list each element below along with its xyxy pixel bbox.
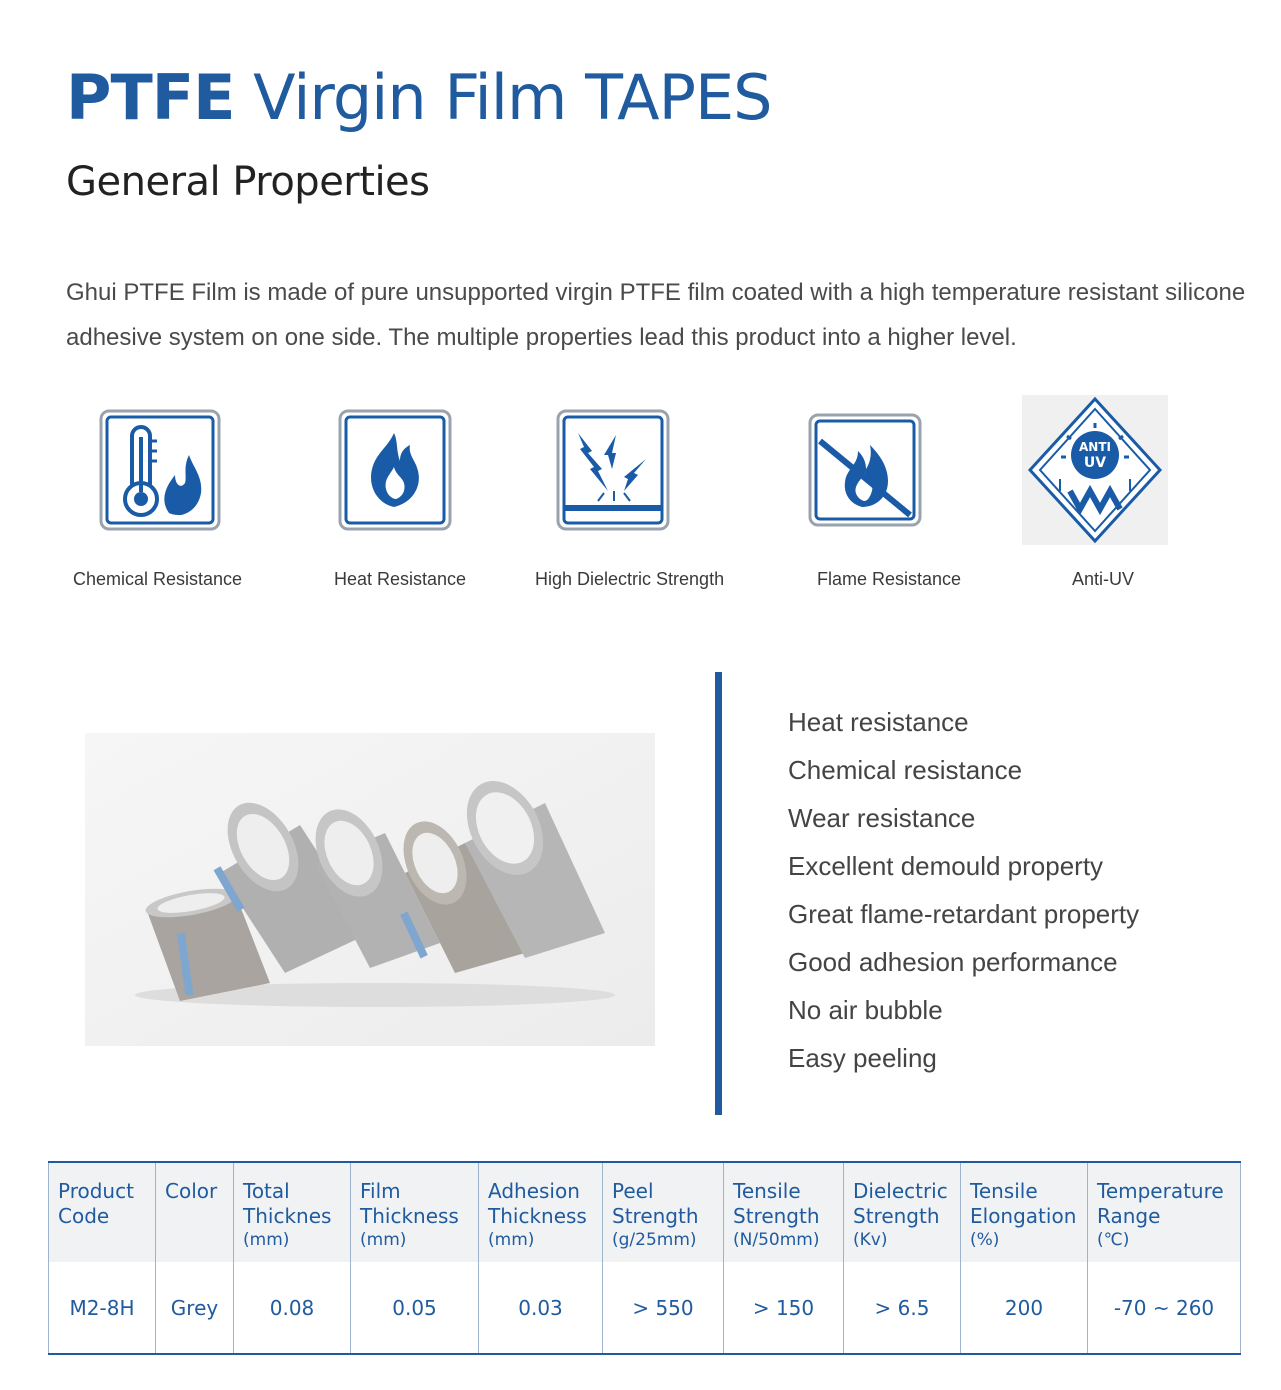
- icon-label-anti-uv: Anti-UV: [1072, 569, 1135, 589]
- feature-item: Good adhesion performance: [788, 947, 1118, 977]
- intro-paragraph: Ghui PTFE Film is made of pure unsupported virgin PTFE film coated with a high temperature resistant silicone adhesive system on one side. The multiple properties lead this product into a higher level.: [66, 279, 1246, 351]
- col-header: [1088, 1162, 1241, 1262]
- product-photo: [85, 733, 655, 1046]
- col-header-name: Peel Strength: [612, 1179, 699, 1228]
- col-header-name: Temperature Range: [1097, 1179, 1224, 1228]
- col-header-name: Product Code: [58, 1179, 134, 1228]
- title-rest: Virgin Film TAPES: [234, 61, 772, 134]
- feature-list: [788, 698, 1139, 1082]
- table-cell: Grey: [156, 1262, 234, 1354]
- col-header: [49, 1162, 156, 1262]
- title-bold: PTFE: [66, 61, 235, 134]
- feature-item: No air bubble: [788, 995, 943, 1025]
- col-header-unit: (Kv): [853, 1230, 888, 1250]
- anti-uv-badge-line1: ANTI: [1079, 440, 1111, 454]
- icon-label-dielectric: High Dielectric Strength: [535, 569, 725, 589]
- anti-uv-badge-line2: UV: [1083, 455, 1107, 471]
- col-header-unit: (mm): [243, 1230, 290, 1250]
- table-cell: 0.05: [351, 1262, 479, 1354]
- table-cell: 0.08: [234, 1262, 351, 1354]
- col-header: [234, 1162, 351, 1262]
- table-header-row: [49, 1162, 1241, 1262]
- col-header-unit: (℃): [1097, 1230, 1130, 1250]
- table-cell: 200: [961, 1262, 1088, 1354]
- table-cell: > 550: [603, 1262, 724, 1354]
- feature-item: Heat resistance: [788, 707, 969, 737]
- col-header: [603, 1162, 724, 1262]
- anti-uv-icon: [1020, 395, 1170, 545]
- col-header-name: Total Thicknes: [243, 1179, 332, 1228]
- feature-item: Excellent demould property: [788, 851, 1104, 881]
- col-header: [961, 1162, 1088, 1262]
- col-header-unit: (%): [970, 1230, 1000, 1250]
- col-header-name: Tensile Elongation: [970, 1179, 1077, 1228]
- thermometer-flame-icon: [85, 395, 235, 545]
- page-title: [66, 62, 772, 134]
- col-header: [351, 1162, 479, 1262]
- feature-item: Great flame-retardant property: [788, 899, 1140, 929]
- col-header-name: Tensile Strength: [733, 1179, 820, 1228]
- feature-item: Chemical resistance: [788, 755, 1023, 785]
- spec-table-wrapper: [48, 1161, 1240, 1355]
- col-header-name: Adhesion Thickness: [488, 1179, 587, 1228]
- col-header-unit: (g/25mm): [612, 1230, 697, 1250]
- table-cell: 0.03: [479, 1262, 603, 1354]
- col-header: [724, 1162, 844, 1262]
- spec-table: [48, 1161, 1241, 1355]
- table-row: [49, 1262, 1241, 1354]
- col-header: [479, 1162, 603, 1262]
- col-header-name: Dielectric Strength: [853, 1179, 948, 1228]
- table-cell: > 150: [724, 1262, 844, 1354]
- col-header-name: Color: [165, 1179, 218, 1203]
- col-header-unit: (N/50mm): [733, 1230, 820, 1250]
- fire-icon: [320, 395, 470, 545]
- table-cell: M2-8H: [49, 1262, 156, 1354]
- icon-label-heat: Heat Resistance: [334, 569, 467, 589]
- feature-item: Easy peeling: [788, 1043, 937, 1073]
- col-header-name: Film Thickness: [360, 1179, 459, 1228]
- no-flame-icon: [790, 395, 940, 545]
- feature-item: Wear resistance: [788, 803, 976, 833]
- divider-bar: [715, 672, 722, 1115]
- col-header-unit: (mm): [488, 1230, 535, 1250]
- page-subtitle: General Properties: [66, 159, 430, 205]
- lightning-icon: [538, 395, 688, 545]
- table-cell: -70 ~ 260: [1088, 1262, 1241, 1354]
- table-cell: > 6.5: [844, 1262, 961, 1354]
- icon-label-flame: Flame Resistance: [817, 569, 962, 589]
- col-header: [844, 1162, 961, 1262]
- col-header: [156, 1162, 234, 1262]
- col-header-unit: (mm): [360, 1230, 407, 1250]
- icon-label-chemical: Chemical Resistance: [73, 569, 243, 589]
